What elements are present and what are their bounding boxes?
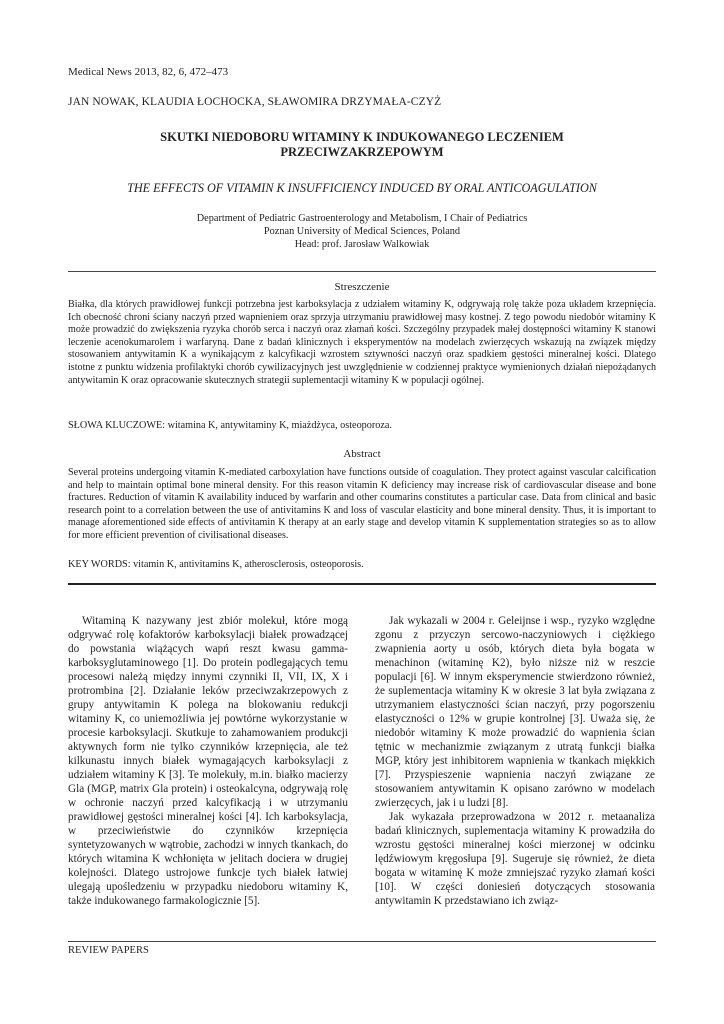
body-paragraph: Witaminą K nazywany jest zbiór molekuł, które mogą odgrywać rolę kofaktorów karboksylacji białek prowadzącej do powstania wiążących wapń reszt kwasu gamma-karboksyglutaminowego [1]. Do protein podlegających temu procesowi należą między innymi czynniki II, VII, IX, X i protrombina [2]. Działanie leków przeciwzakrzepowych z grupy antywitamin K polega na blokowaniu redukcji witaminy K, co uniemożliwia jej powtórne wykorzystanie w procesie karboksylacji. Skutkuje to zahamowaniem produkcji aktywnych form nie tylko czynników krzepnięcia, ale też kilkunastu innych białek wymagających karboksylacji z udziałem witaminy K [3]. Te molekuły, m.in. białko macierzy Gla (MGP, matrix Gla protein) i osteokalcyna, odgrywają rolę w ochronie naczyń przed kalcyfikacją i w utrzymaniu prawidłowej gęstości mineralnej kości [4]. Ich karboksylacja, w przeciwieństwie do czynników krzepnięcia syntetyzowanych w wątrobie, zachodzi w innych tkankach, do których witamina K wchłonięta w jelitach dociera w drugiej kolejności. Dlatego ustrojowe funkcje tych białek łatwiej ulegają upośledzeniu w przypadku niedoboru witaminy K, także indukowanego farmakologicznie [5]. [68, 615, 348, 907]
affiliation-line-2: Poznan University of Medical Sciences, Poland [263, 226, 461, 237]
abstract-heading: Abstract [343, 448, 381, 460]
title-polish [68, 130, 656, 160]
journal-citation: Medical News 2013, 82, 6, 472–473 [68, 66, 229, 78]
footer-divider [68, 941, 656, 942]
title-english: THE EFFECTS OF VITAMIN K INSUFFICIENCY INDUCED BY ORAL ANTICOAGULATION [127, 181, 597, 195]
divider-body [68, 583, 656, 585]
streszczenie-heading: Streszczenie [334, 281, 390, 293]
divider-top [68, 271, 656, 272]
affiliation-line-3: Head: prof. Jarosław Walkowiak [294, 239, 430, 250]
title-polish-line-1: SKUTKI NIEDOBORU WITAMINY K INDUKOWANEGO LECZENIEM [160, 130, 564, 144]
streszczenie-text: Białka, dla których prawidłowej funkcji potrzebna jest karboksylacja z udziałem witaminy K, odgrywają rolę także poza układem krzepnięcia. Ich obecność chroni ściany naczyń przed wapnieniem oraz sprzyja utrzymaniu prawidłowej masy kostnej. Z tego powodu niedobór witaminy K może prowadzić do zwiększenia ryzyka chorób serca i naczyń oraz złamań kości. Szczególny przypadek małej dostępności witaminy K stanowi leczenie acenokumarolem i warfaryną. Dane z badań klinicznych i eksperymentów na modelach zwierzęcych wskazują na związek między stosowaniem antywitamin K a wynikającym z kalcyfikacji wzrostem sztywności naczyń oraz spadkiem gęstości mineralnej kości. Dlatego istotne z punktu widzenia profilaktyki chorób cywilizacyjnych jest uwzględnienie w codziennej praktyce wymienionych działań niepożądanych antywitamin K oraz opracowanie skutecznych strategii suplementacji witaminy K w populacji ogólnej. [68, 299, 656, 386]
body-column-right [375, 614, 655, 908]
affiliation [68, 212, 656, 251]
body-paragraph: Jak wykazali w 2004 r. Geleijnse i wsp., ryzyko względne zgonu z przyczyn sercowo-naczyniowych i ciężkiego zwapnienia aorty u osób, których dieta była bogata w menachinon (witaminę K2), było niższe niż w reszcie populacji [6]. W innym eksperymencie stwierdzono również, że suplementacja witaminy K w okresie 3 lat była związana z utrzymaniem elastyczności ścian naczyń, przy pogorszeniu elastyczności o 12% w grupie kontrolnej [3]. Uważa się, że niedobór witaminy K może prowadzić do wapnienia ścian tętnic w mechanizmie związanym z utratą funkcji białka MGP, który jest inhibitorem wapnienia w tkankach miękkich [7]. Przyspieszenie wapnienia naczyń związane ze stosowaniem antywitamin K opisano zarówno w modelach zwierzęcych, jak i u ludzi [8]. [375, 615, 655, 809]
authors: JAN NOWAK, KLAUDIA ŁOCHOCKA, SŁAWOMIRA DRZYMAŁA-CZYŻ [68, 96, 442, 108]
title-polish-line-2: PRZECIWZAKRZEPOWYM [280, 145, 444, 159]
streszczenie-keywords: SŁOWA KLUCZOWE: witamina K, antywitaminy K, miażdżyca, osteoporoza. [68, 420, 392, 431]
abstract-keywords: KEY WORDS: vitamin K, antivitamins K, atherosclerosis, osteoporosis. [68, 559, 364, 570]
abstract-text: Several proteins undergoing vitamin K-mediated carboxylation have functions outside of coagulation. They protect against vascular calcification and help to maintain optimal bone mineral density. For this reason vitamin K deficiency may increase risk of cardiovascular disease and bone fractures. Reduction of vitamin K availability induced by warfarin and other coumarins constitutes a particular case. Data from clinical and basic research point to a correlation between the use of antivitamins K and loss of vascular elasticity and bone mineral density. Thus, it is important to manage aforementioned side effects of antivitamin K therapy at an early stage and develop vitamin K supplementation strategies so as to allow for more efficient prevention of civilisational diseases. [68, 467, 656, 541]
footer-section-label: REVIEW PAPERS [68, 945, 149, 956]
body-paragraph: Jak wykazała przeprowadzona w 2012 r. metaanaliza badań klinicznych, suplementacja witaminy K prowadziła do wzrostu gęstości mineralnej kości mierzonej w odcinku lędźwiowym kręgosłupa [9]. Sugeruje się również, że dieta bogata w witaminę K może zmniejszać ryzyko złamań kości [10]. W części doniesień dotyczących stosowania antywitamin K przedstawiano ich związ- [375, 811, 655, 907]
affiliation-line-1: Department of Pediatric Gastroenterology and Metabolism, I Chair of Pediatrics [196, 213, 528, 224]
body-column-left [68, 614, 348, 908]
